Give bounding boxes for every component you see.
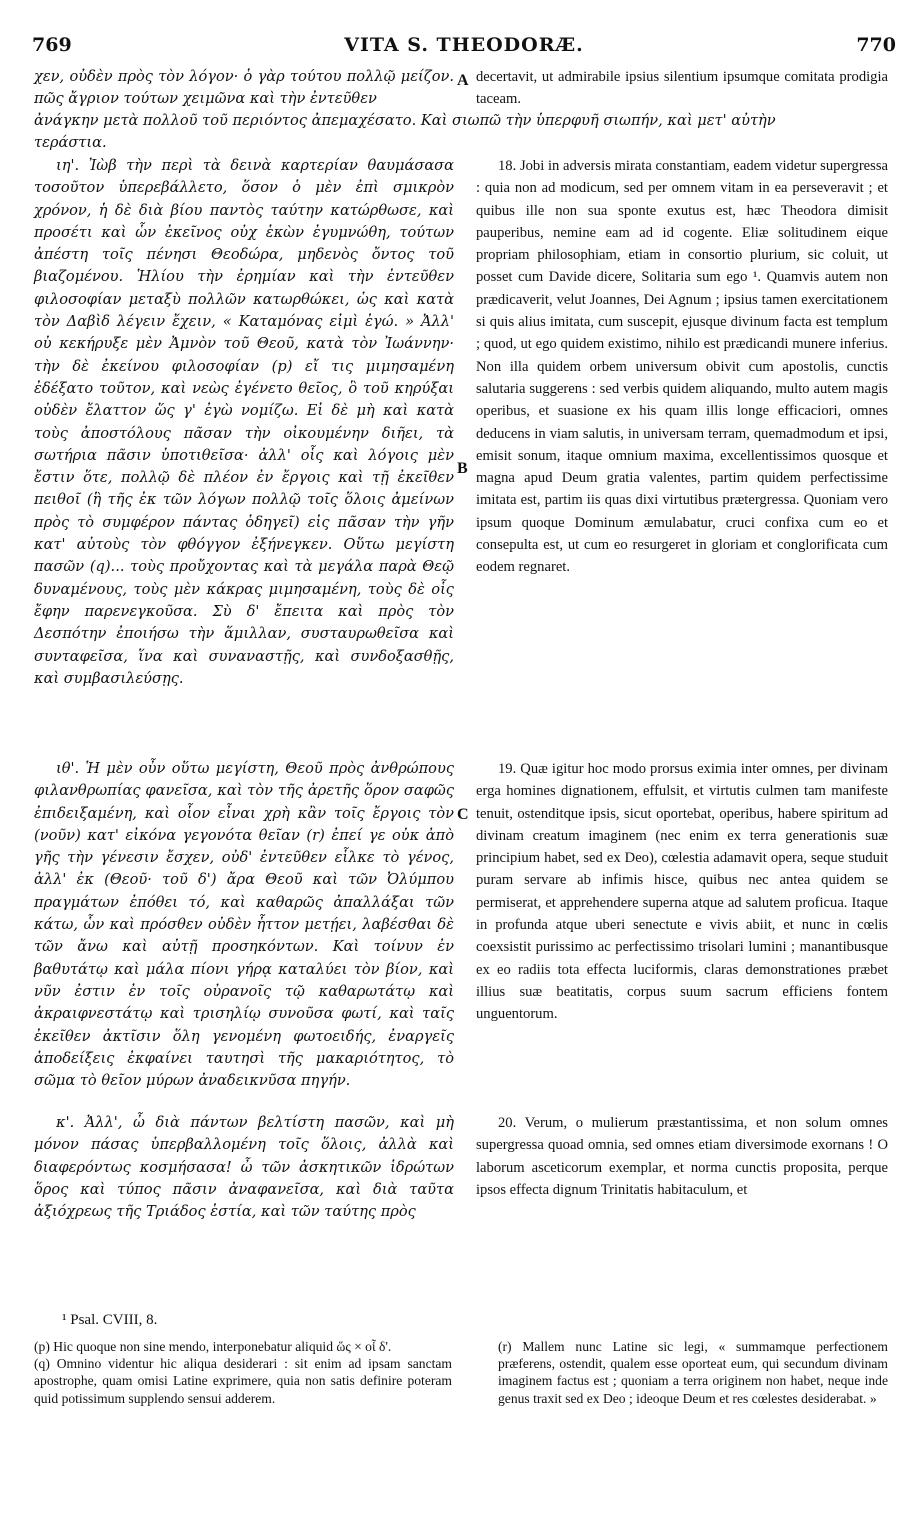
- latin-column-section-19: [476, 758, 888, 1026]
- editor-notes-left: [34, 1338, 452, 1407]
- latin-column-section-20: [476, 1112, 888, 1201]
- latin-paragraph: 20. Verum, o mulierum præstantissima, et non solum omnes supergressa quoad omnia, sed omnes etiam diversimode exornans ! O laborum asceticorum exemplar, et norma cunctis proposita, perque ipsos effecta dignum Trinitatis habitaculum, et: [476, 1115, 888, 1198]
- greek-column-intro: [34, 66, 454, 111]
- running-header: [32, 34, 896, 64]
- note-q: (q) Omnino videntur hic aliqua desiderari : sit enim ad ipsam sanctam apostrophe, quam omisi Latine exprimere, quia non satis definire poteram quid potissimum supplendo sensui adderem.: [34, 1356, 452, 1406]
- running-title: VITA S. THEODORÆ.: [344, 34, 584, 56]
- full-width-greek-line: [34, 110, 888, 155]
- greek-paragraph: κ'. Ἀλλ', ὦ διὰ πάντων βελτίστη πασῶν, καὶ μὴ μόνον πάσας ὑπερβαλλομένη τοῖς ὅλοις, ἀλλὰ καὶ διαφερόντως κοσμήσασα! ὦ τῶν ἀσκητικῶν ἱδρώτων ὅρος καὶ τύπος πᾶσιν ἀναφανεῖσα, καὶ διὰ ταῦτα ἀξιόχρεως τῆς Τριάδος ἑστία, καὶ τῶν ταύτης πρὸς: [34, 1114, 454, 1221]
- note-r: (r) Mallem nunc Latine sic legi, « summamque perfectionem præferens, ostendit, qualem esse oporteat eum, qui secundum divinam imaginem factus est ; quoniam a terra originem non habet, neque inde genus traxit sed ex Deo ; ideoque Deum et res cœlestes desiderabat. »: [498, 1339, 888, 1406]
- latin-column-intro: [476, 66, 888, 111]
- latin-paragraph: decertavit, ut admirabile ipsius silentium ipsumque comitata prodigia taceam.: [476, 69, 888, 108]
- margin-marker-a: A: [457, 72, 469, 89]
- margin-marker-b: B: [457, 460, 468, 477]
- latin-column-section-18: [476, 155, 888, 579]
- note-p: (p) Hic quoque non sine mendo, interponebatur aliquid ὥς × οἷ δ'.: [34, 1339, 392, 1354]
- latin-paragraph: 18. Jobi in adversis mirata constantiam, eadem videtur supergressa : quia non ad modicum, sed per omnem vitam in ea perseveravit ; et quibus ille non sua sponte exutus est, hæc Theodora dimisit pauperibus, nemine eam ad id cogente. Eliæ solitudinem eique propriam philosophiam, etiam in consortio plurium, sic coluit, ut posset cum Davide dicere, Solitaria sum ego ¹. Quamvis autem non prædicaverit, velut Joannes, Dei Agnum ; ipsius tamen exercitationem si quis alius imitata, cum suscepit, ejusque divinum facta est templum ; quod, ut ego quidem existimo, nihilo est prædicandi munere inferius. Non illa quidem orbem universum obivit cum apostolis, cunctis salutaria suggerens : sed verbis quidem aliquando, multo autem magis operibus, et suasione ex his quam illis longe efficaciori, omnes deducens in viam salutis, in universam terram, quemadmodum et ipsi, emisit sonum, itaque omnium maxima, excellentissimos quosque et magna apud Deum gratia valentes, partim quidem perfectissime imitata est, partim iis quas dixi virtutibus prætergressa. Quoniam vero ipsum quoque Dominum æmulabatur, cruci confixa cum eo et consepulta est, ut cum eo resurgeret in gloriam et conglorificata cum eodem regnaret.: [476, 158, 888, 576]
- greek-column-section-20: [34, 1112, 454, 1223]
- page-number-left: 769: [32, 34, 72, 56]
- greek-span-text: ἀνάγκην μετὰ πολλοῦ τοῦ περιόντος ἀπεμαχέσατο.: [34, 112, 417, 129]
- greek-paragraph: ιθ'. Ἡ μὲν οὖν οὕτω μεγίστη, Θεοῦ πρὸς ἀνθρώπους φιλανθρωπίας φανεῖσα, καὶ τὸν τῆς ἀρετῆς ὅρον σαφῶς ἐπιδειξαμένη, καὶ οἷον εἶναι χρὴ κἂν τοῖς ἔργοις τὸν (νοῦν) κατ' εἰκόνα γεγονότα θεῖαν (r) ἐπεί γε οὐκ ἀπὸ γῆς τὴν γένεσιν ἔσχεν, οὐδ' ἐντεῦθεν εἷλκε τὸ γένος, ἀλλ' ἐκ (Θεοῦ· τοῦ δ') ἄρα Θεοῦ καὶ τῶν Ὀλύμπου πραγμάτων ἐπόθει τό, καὶ καθαρῶς ἀπαλλάξαι τῶν κάτω, ὧν καὶ πρόσθεν οὐδὲν ἧττον μετῄει, λαβέσθαι δὲ τῶν ἄνω καὶ αὐτῇ προσηκόντων. Καὶ τοίνυν ἐν βαθυτάτῳ καὶ μάλα πίονι γήρᾳ καταλύει τὸν βίον, καὶ νῦν ἐστιν ἐν τοῖς οὐρανοῖς τῷ καθαρωτάτῳ καὶ ἀκραιφνεστάτῳ καὶ τρισηλίῳ συνοῦσα φωτί, καὶ ταῖς ἐκεῖθεν ἀκτῖσιν ὅλη γενομένη φωτοειδής, ἐναργεῖς ἀποδείξεις ἐκφαίνει ταυτησὶ τῆς μακαριότητος, τὸ σῶμα τὸ θεῖον μύρων ἀναδεικνῦσα πηγήν.: [34, 760, 454, 1090]
- greek-span-tail: τεράστια.: [34, 134, 107, 152]
- latin-paragraph: 19. Quæ igitur hoc modo prorsus eximia inter omnes, per divinam erga homines dignationem, effulsit, et virtutis culmen tam manifeste tenuit, ostenditque ipsis, sicut oportebat, operibus, habere spiritum ad divinam creatum imaginem (nec enim ex terra generationis suæ principium habet, sed ex Deo), cœlestia adamavit opera, seque studuit puram servare ab infimis hisce, quibus nec antea quidem se permiserat, et apprehendere superna atque ad salutem proficua. Itaque in profunda atque uberi senectute e vivis abiit, et nunc in cœlis coexsistit purissimo ac perfectissimo trisolari lumini ; manantibusque ex eo radiis tota effecta luciformis, claras demonstrationes præbet illius suæ beatitatis, corpus suum sacrum efficiens fontem unguentorum.: [476, 761, 888, 1023]
- page-number-right: 770: [856, 34, 896, 56]
- editor-notes-right: [498, 1338, 888, 1407]
- margin-marker-c: C: [457, 806, 469, 823]
- greek-paragraph: ιη'. Ἰὼβ τὴν περὶ τὰ δεινὰ καρτερίαν θαυμάσασα τοσοῦτον ὑπερεβάλλετο, ὅσον ὁ μὲν ἐπὶ σμικρὸν χρόνον, ἡ δὲ διὰ βίου παντὸς ταύτην κατώρθωσε, καὶ προσέτι καὶ ὧν ἐκεῖνος οὐχ ἑκὼν ἐγυμνώθη, τούτων ἀπέστη τοῖς πένησι Θεοδώρα, μηδενὸς ὄντος τοῦ βιαζομένου. Ἡλίου τὴν ἐρημίαν καὶ τὴν ἐντεῦθεν φιλοσοφίαν μεταξὺ πολλῶν κατωρθώκει, ὡς καὶ κατὰ τὸν Δαβὶδ λέγειν ἔχειν, « Καταμόνας εἰμὶ ἐγώ. » Ἀλλ' οὐ κεκήρυξε μὲν Ἀμνὸν τοῦ Θεοῦ, κατὰ τὸν Ἰωάννην· τὴν δὲ ἐκείνου φιλοσοφίαν (p) εἴ τις μιμησαμένη ἐδέξατο τοῦτον, καὶ νεὼς ἐγένετο θεῖος, ὃ τοῦ κηρύξαι οὐδὲν ἔλαττον ὥς γ' ἐγὼ νομίζω. Εἰ δὲ μὴ καὶ κατὰ τοὺς ἀποστόλους πᾶσαν τὴν οἰκουμένην διῆει, τὰ σωτήρια πᾶσιν ὑποτιθεῖσα· ἀλλ' οἷς καὶ λόγοις μὲν ἔστιν ὅτε, πολλῷ δὲ πλέον ἐν ἔργοις καὶ τῇ ἐκεῖθεν πειθοῖ (ἣ τῆς ἐκ τῶν λόγων πολλῷ τοῖς ὅλοις ἀμείνων πρὸς τὸ συμφέρον πάντας ὁδηγεῖ) εἰς πᾶσαν τὴν γῆν κατ' αὐτοὺς τὸν φθόγγον ἐξήνεγκεν. Οὕτω μεγίστη πασῶν (q)... τοὺς προὔχοντας καὶ τὰ μεγάλα παρὰ Θεῷ δυναμένους, τοὺς μὲν κάκρας μιμησαμένη, τοὺς δὲ οἷς ἔφην παρενεγκοῦσα. Σὺ δ' ἔπειτα καὶ πρὸς τὸν Δεσπότην ἐποιήσω τὴν ἅμιλλαν, συσταυρωθεῖσα καὶ συνταφεῖσα, ἵνα καὶ συναναστῇς, καὶ συνδοξασθῇς, καὶ συμβασιλεύσῃς.: [34, 157, 454, 687]
- psalm-footnote: ¹ Psal. CVIII, 8.: [62, 1312, 158, 1328]
- greek-column-section-19: [34, 758, 454, 1092]
- greek-span-text-continued: Καὶ σιωπῶ τὴν ὑπερφυῆ σιωπήν, καὶ μετ' αὐτὴν: [420, 112, 776, 129]
- greek-column-section-18: [34, 155, 454, 690]
- greek-paragraph: χεν, οὐδὲν πρὸς τὸν λόγον· ὁ γὰρ τούτου πολλῷ μείζον. πῶς ἄγριον τούτων χειμῶνα καὶ τὴν ἐντεῦθεν: [34, 68, 454, 108]
